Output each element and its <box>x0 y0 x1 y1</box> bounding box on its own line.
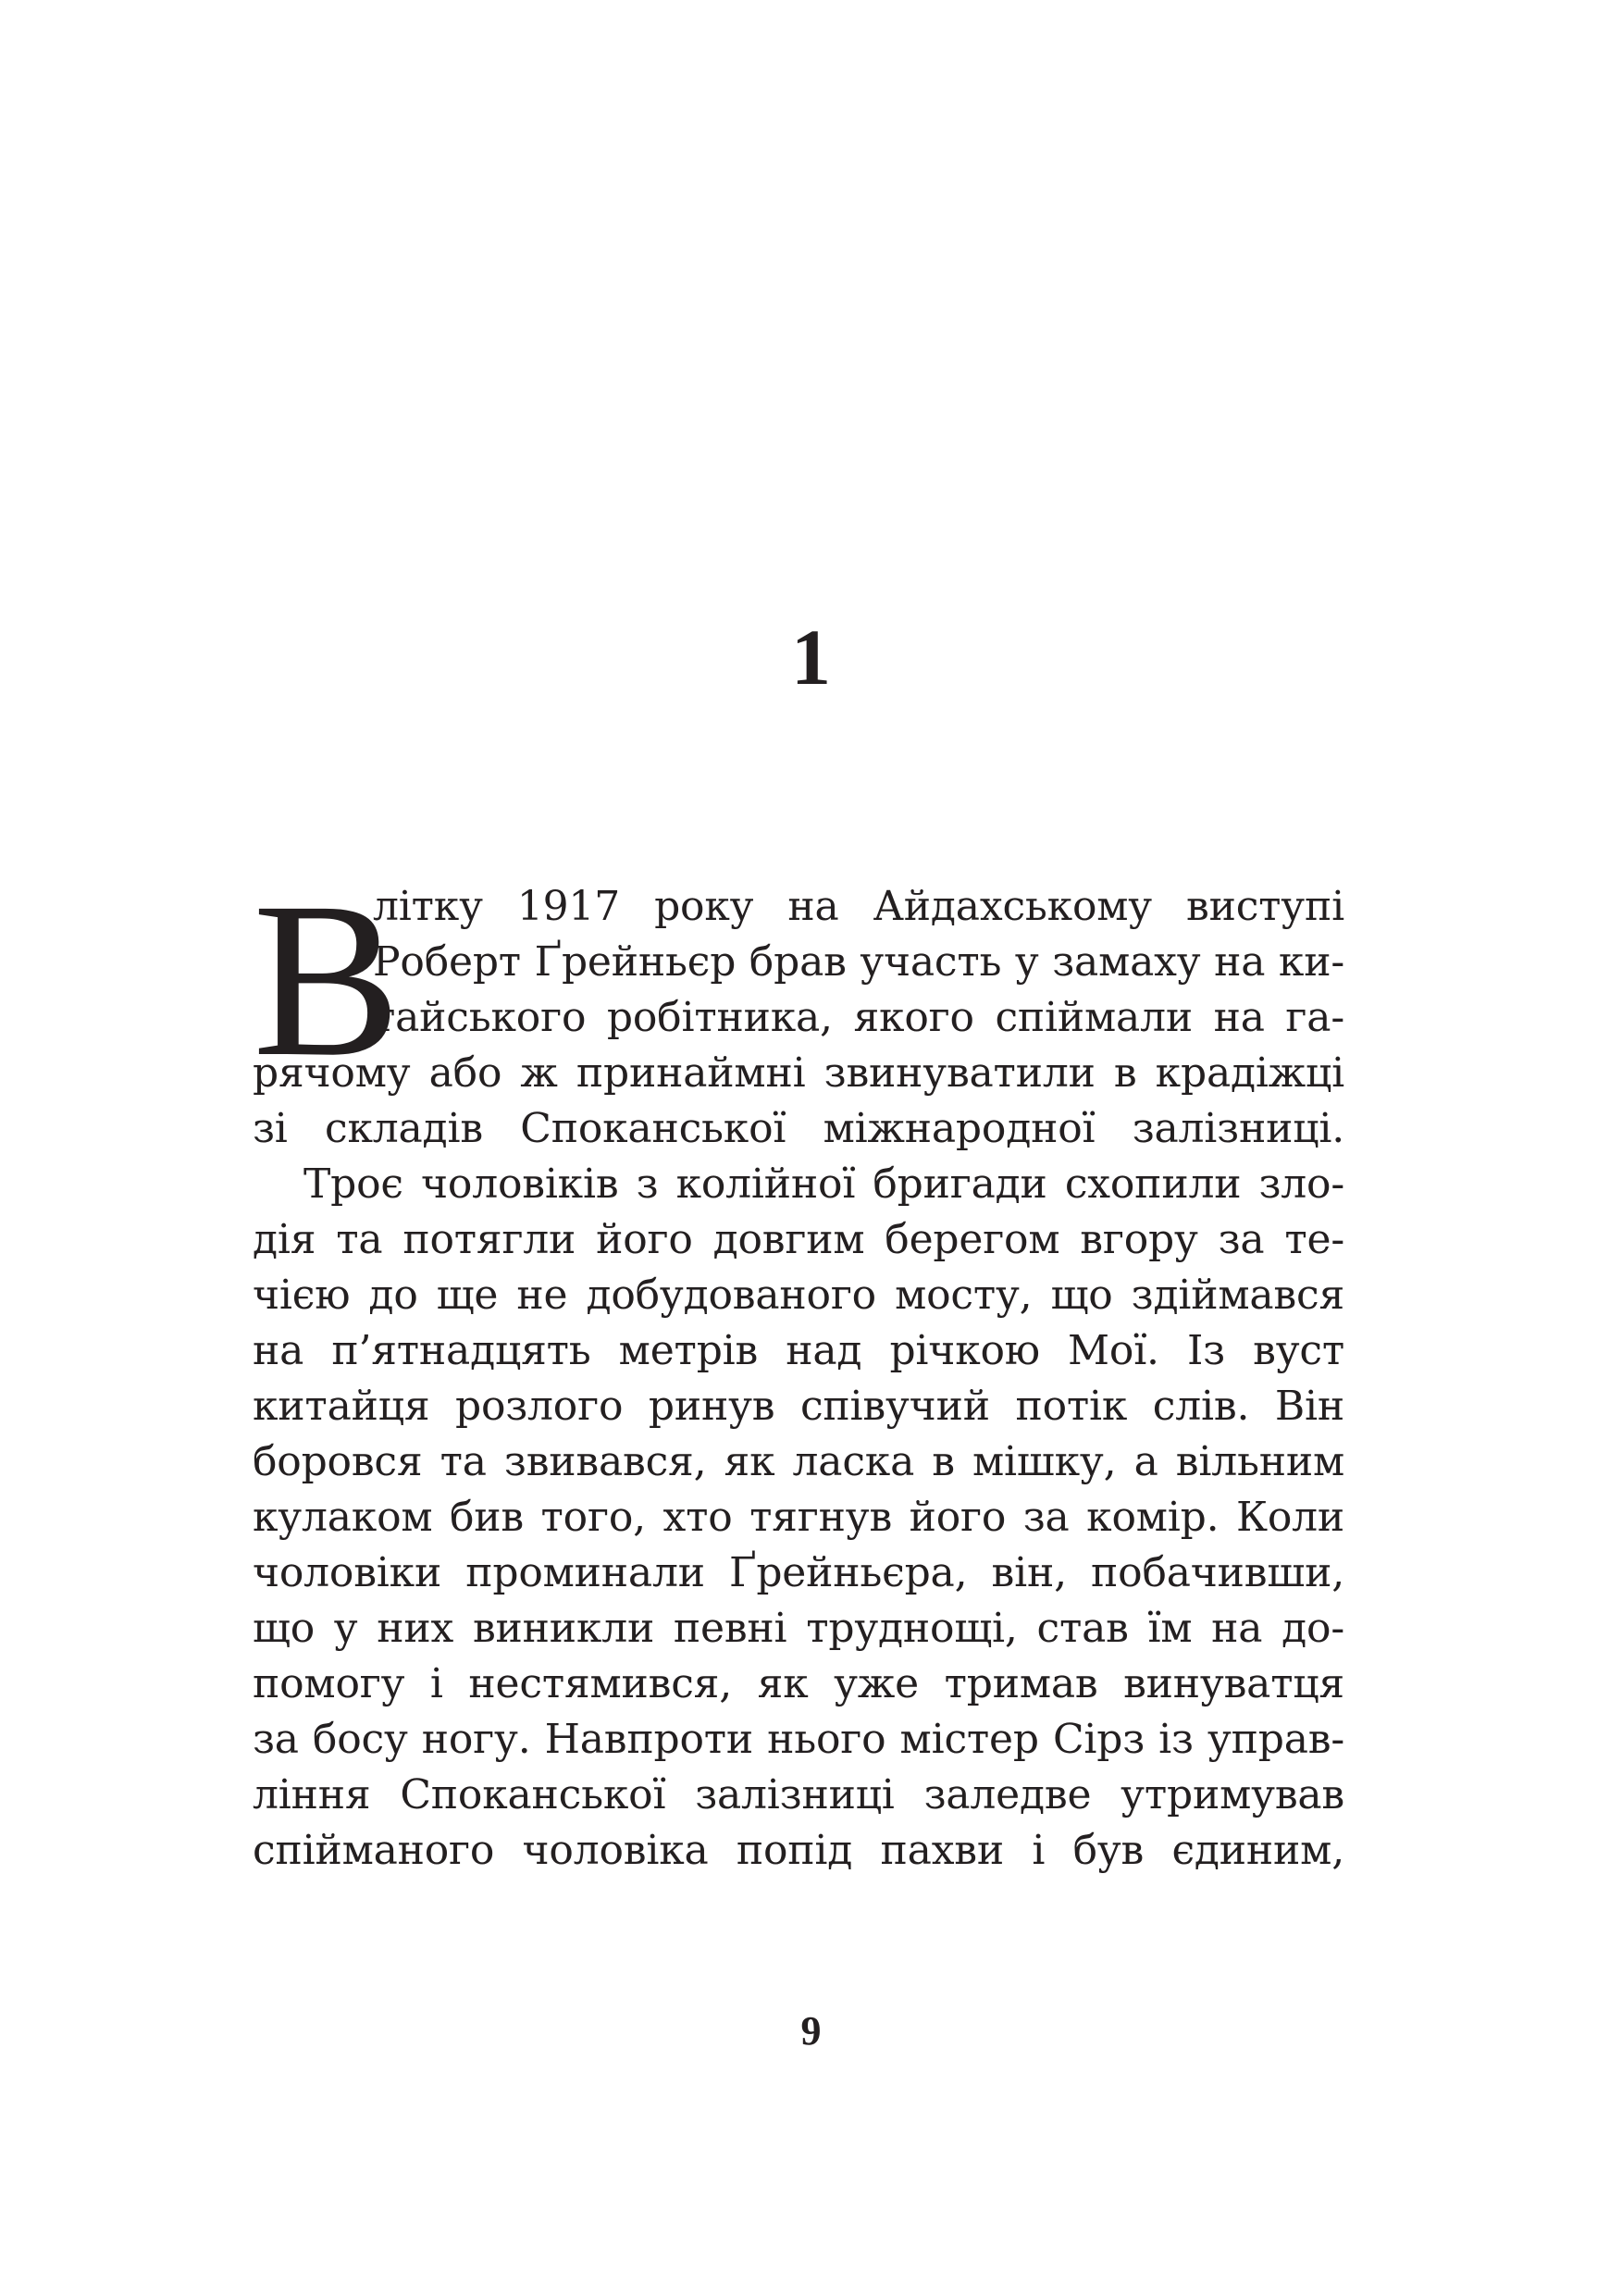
text-line: що у них виникли певні труднощі, став їм на до- <box>253 1605 1344 1652</box>
paragraph-2 <box>253 1157 1344 1879</box>
paragraph-1 <box>253 856 1344 1157</box>
text-line: дія та потягли його довгим берегом вгору за те- <box>253 1216 1344 1263</box>
text-line: ління Споканської залізниці заледве утримував <box>253 1771 1344 1818</box>
drop-cap: В <box>253 856 402 1102</box>
text-line: зі складів Споканської міжнародної залізниці. <box>253 1105 1344 1152</box>
text-line: боровся та звивався, як ласка в мішку, а вільним <box>253 1438 1344 1485</box>
text-line: тайського робітника, якого спіймали на га- <box>373 994 1344 1041</box>
chapter-number: 1 <box>791 613 831 701</box>
text-line: чоловіки проминали Ґрейньєра, він, побачивши, <box>253 1549 1344 1596</box>
text-line: за босу ногу. Навпроти нього містер Сірз із управ- <box>253 1716 1344 1763</box>
text-line: чією до ще не добудованого мосту, що здіймався <box>253 1272 1344 1319</box>
text-line: літку 1917 року на Айдахському виступі <box>373 883 1344 930</box>
text-line: кулаком бив того, хто тягнув його за комір. Коли <box>253 1494 1344 1541</box>
text-line: на п’ятнадцять метрів над річкою Мої. Із вуст <box>253 1327 1344 1374</box>
text-line: спійманого чоловіка попід пахви і був єдиним, <box>253 1827 1344 1874</box>
text-line: Роберт Ґрейньєр брав участь у замаху на ки- <box>373 938 1344 986</box>
text-line: рячому або ж принаймні звинуватили в крадіжці <box>253 1049 1344 1097</box>
body-text <box>253 856 1344 1879</box>
text-line: помогу і нестямився, як уже тримав винуватця <box>253 1660 1344 1707</box>
text-line: Троє чоловіків з колійної бригади схопили зло- <box>303 1160 1344 1208</box>
text-line: китайця розлого ринув співучий потік слів. Він <box>253 1383 1344 1430</box>
page-number: 9 <box>800 2008 822 2054</box>
